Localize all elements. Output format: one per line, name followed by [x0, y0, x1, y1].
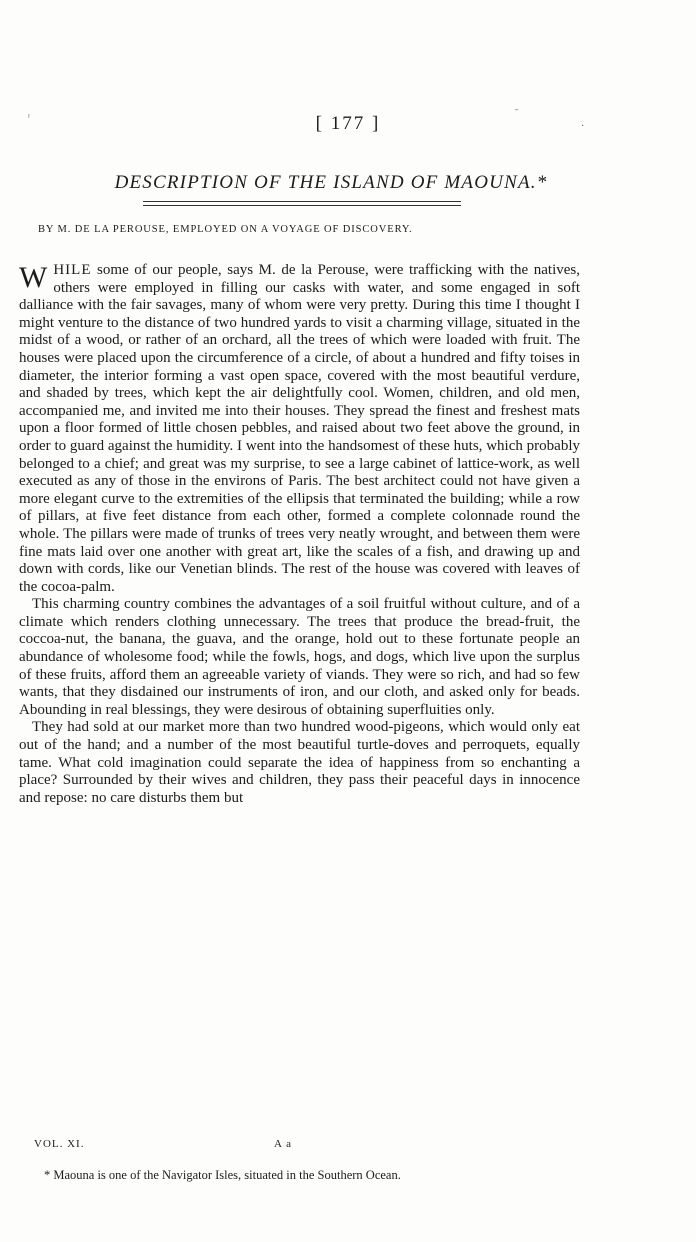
article-body: [19, 262, 580, 807]
signature-mark: A a: [274, 1138, 292, 1150]
ink-speck: ·: [581, 121, 585, 132]
drop-cap: W: [19, 261, 48, 294]
title-rule-top: [143, 201, 461, 202]
ink-speck: ʳ: [28, 112, 31, 123]
page-number: [ 177 ]: [315, 113, 381, 134]
footnote: * Maouna is one of the Navigator Isles, situated in the Southern Ocean.: [44, 1168, 401, 1182]
title-rule-bottom: [143, 205, 461, 206]
lead-word: HILE: [53, 262, 92, 278]
article-title: DESCRIPTION OF THE ISLAND OF MAOUNA.*: [114, 172, 548, 193]
volume-label: VOL. XI.: [34, 1138, 85, 1150]
paragraph-2: This charming country combines the advantages of a soil fruitful without culture, and of a climate which renders clothing unnecessary. The trees that produce the bread-fruit, the coccoa-nut, the banana, the guava, and the orange, hold out to these fortunate people an abundance of wholesome food; while the fowls, hogs, and dogs, which live upon the surplus of these fruits, afford them an agreeable variety of viands. They were so rich, and had so few wants, that they disdained our instruments of iron, and our cloth, and asked only for beads. Abounding in real blessings, they were desirous of obtaining superfluities only.: [19, 596, 580, 718]
ink-speck: ˉ: [515, 108, 519, 119]
paragraph-1: [19, 262, 580, 596]
paragraph-1-text: some of our people, says M. de la Perouse, were trafficking with the natives, others were employed in filling our casks with water, and some engaged in soft dalliance with the fair savages, many of whom were very pretty. During this time I thought I might venture to the distance of two hundred yards to visit a charming village, situated in the midst of a wood, or rather of an orchard, all the trees of which were loaded with fruit. The houses were placed upon the circumference of a circle, of about a hundred and fifty toises in diameter, the interior forming a vast open space, covered with the most beautiful verdure, and shaded by trees, which kept the air delightfully cool. Women, children, and old men, accompanied me, and invited me into their houses. They spread the finest and freshest mats upon a floor formed of little chosen pebbles, and raised about two feet above the ground, in order to guard against the humidity. I went into the handsomest of these huts, which probably belonged to a chief; and great was my surprise, to see a large cabinet of lattice-work, as well executed as any of those in the environs of Paris. The best architect could not have given a more elegant curve to the extremities of the ellipsis that terminated the building; while a row of pillars, at five feet distance from each other, formed a complete colonnade round the whole. The pillars were made of trunks of trees very neatly wrought, and between them were fine mats laid over one another with great art, like the scales of a fish, and drawing up and down with cords, like our Venetian blinds. The rest of the house was covered with leaves of the cocoa-palm.: [19, 262, 580, 595]
article-byline: BY M. DE LA PEROUSE, EMPLOYED ON A VOYAGE OF DISCOVERY.: [38, 224, 413, 235]
paragraph-3: They had sold at our market more than two hundred wood-pigeons, which would only eat out of the hand; and a number of the most beautiful turtle-doves and perroquets, equally tame. What cold imagination could separate the idea of happiness from so enchanting a place? Surrounded by their wives and children, they pass their peaceful days in innocence and repose: no care disturbs them but: [19, 719, 580, 806]
